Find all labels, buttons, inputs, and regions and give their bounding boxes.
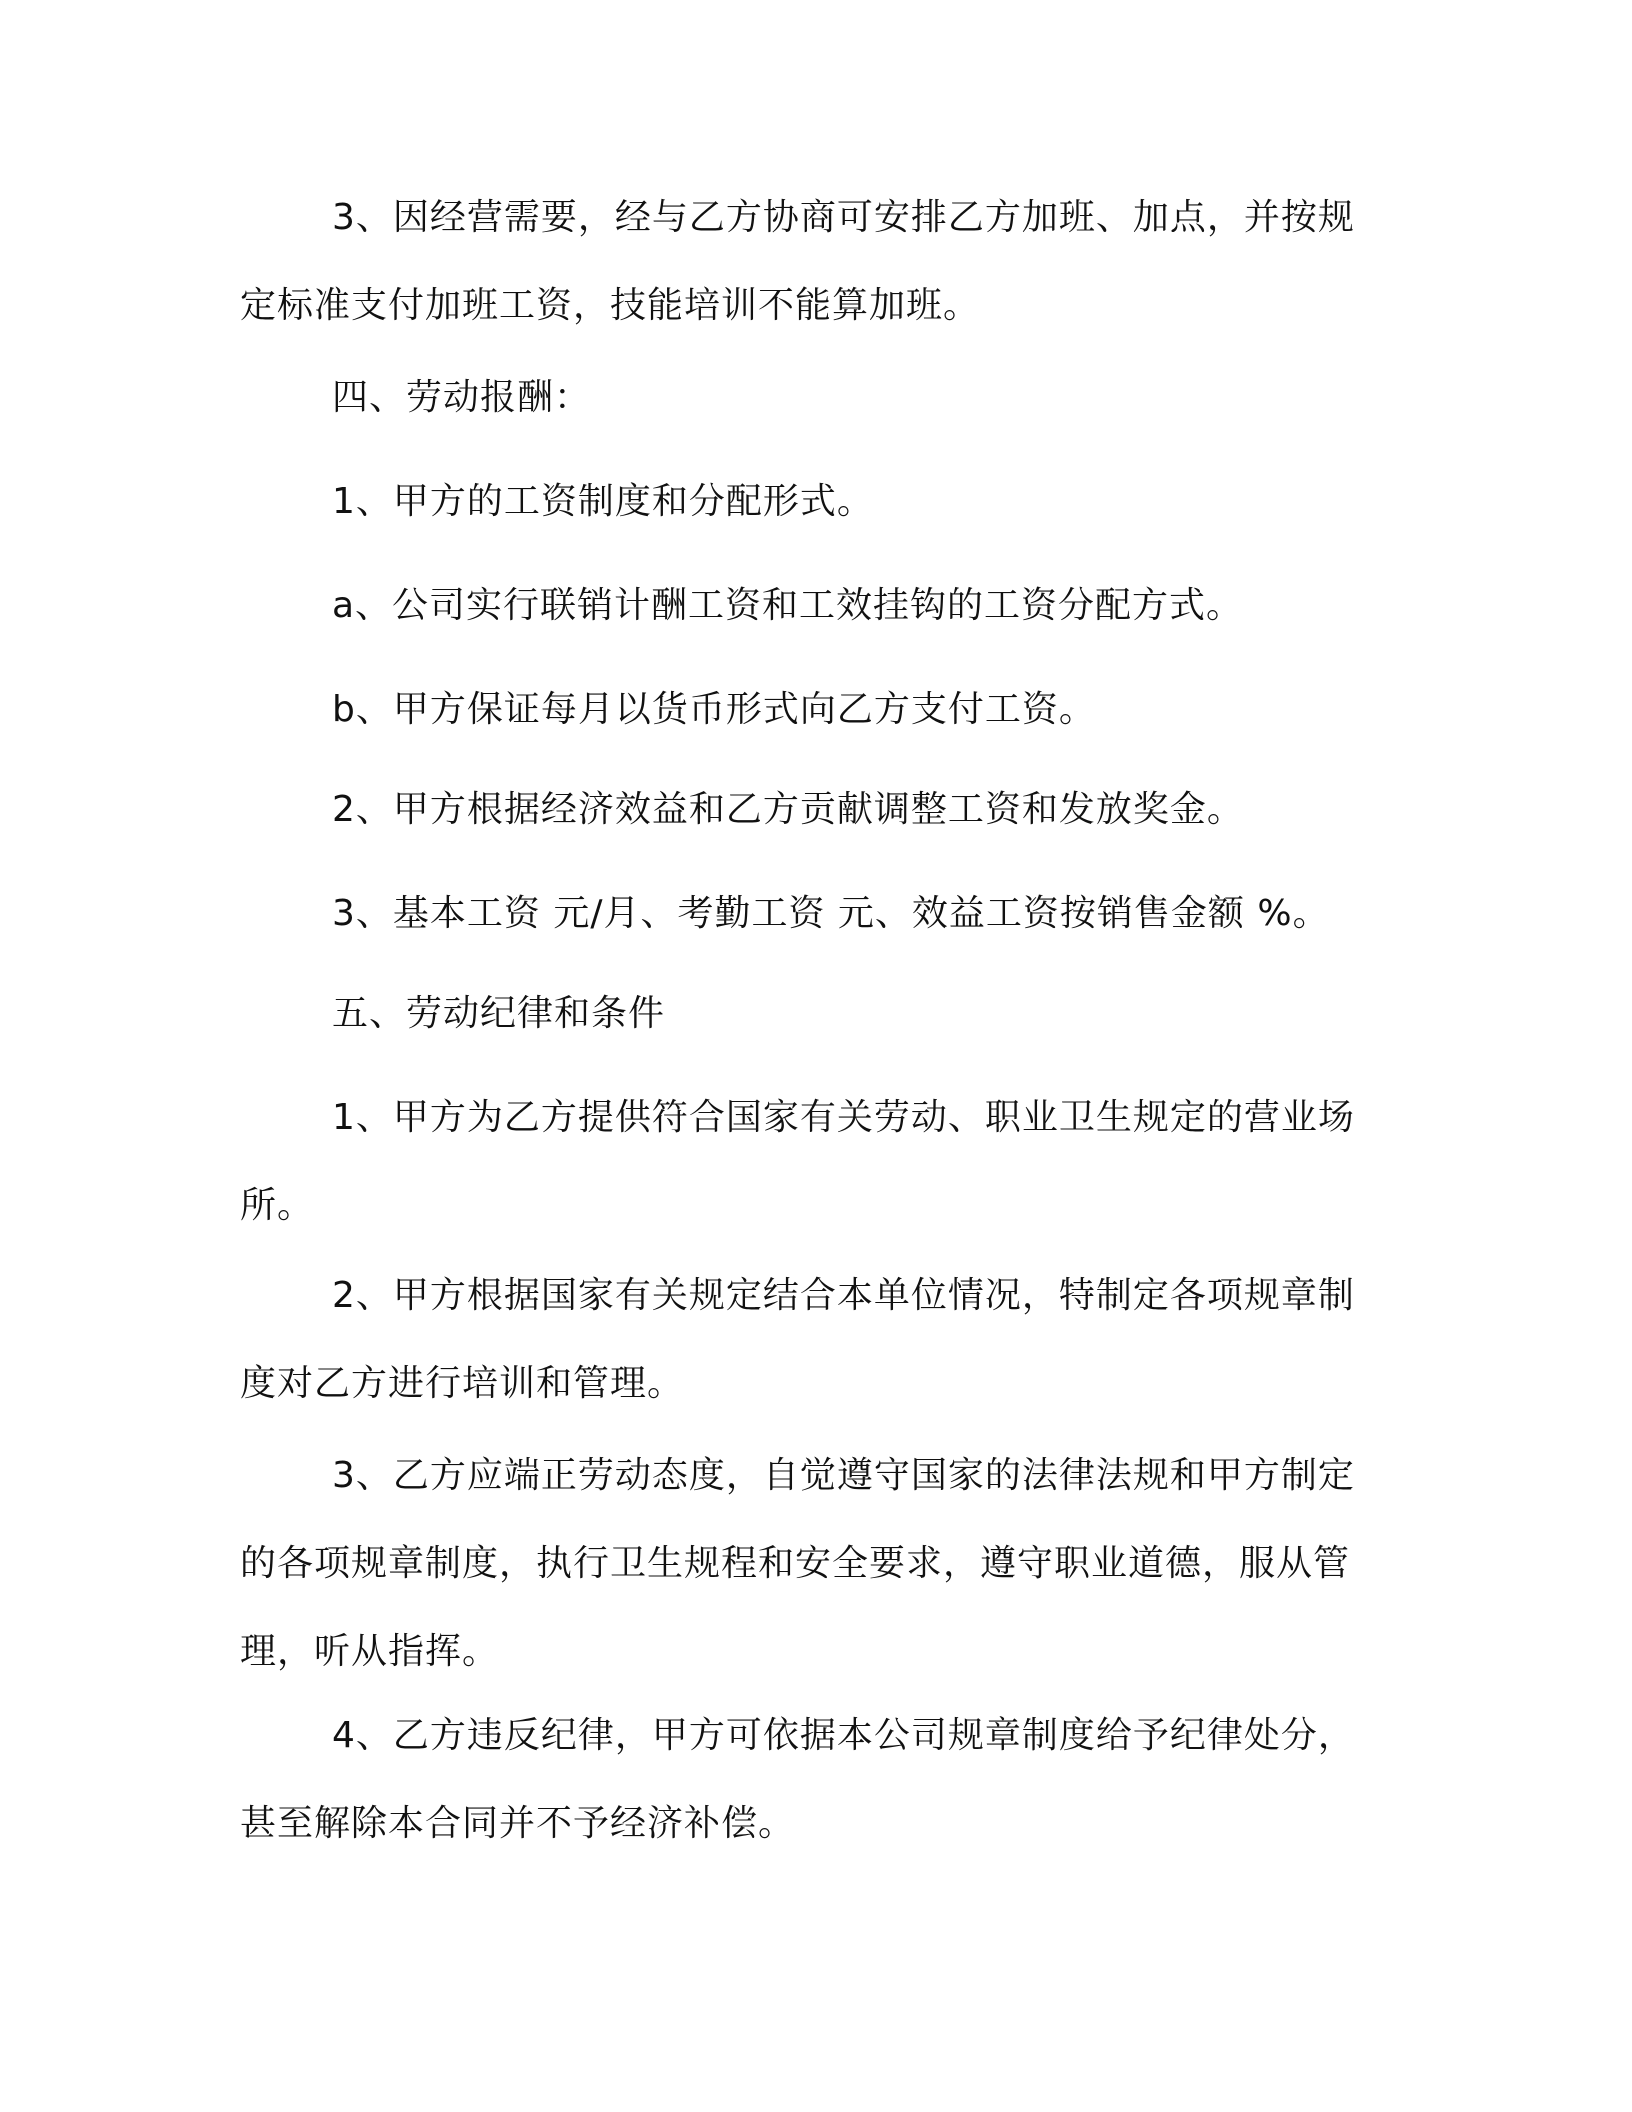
paragraph-workplace: 1、甲方为乙方提供符合国家有关劳动、职业卫生规定的营业场所。: [240, 1097, 1355, 1226]
paragraph-monthly-payment: b、甲方保证每月以货币形式向乙方支付工资。: [332, 689, 1096, 730]
paragraph-violation: 4、乙方违反纪律，甲方可依据本公司规章制度给予纪律处分，甚至解除本合同并不予经济补偿。: [240, 1715, 1355, 1844]
paragraph-wage-system: 1、甲方的工资制度和分配形式。: [332, 481, 874, 522]
section-heading-remuneration: 四、劳动报酬：: [332, 377, 592, 418]
paragraph-wage-method: a、公司实行联销计酬工资和工效挂钩的工资分配方式。: [332, 585, 1244, 626]
section-heading-discipline: 五、劳动纪律和条件: [332, 993, 666, 1034]
paragraph-wage-adjustment: 2、甲方根据经济效益和乙方贡献调整工资和发放奖金。: [332, 789, 1244, 830]
paragraph-conduct: 3、乙方应端正劳动态度，自觉遵守国家的法律法规和甲方制定的各项规章制度，执行卫生规程和安全要求，遵守职业道德，服从管理，听从指挥。: [240, 1455, 1355, 1672]
paragraph-basic-wage: 3、基本工资 元/月、考勤工资 元、效益工资按销售金额 %。: [332, 893, 1330, 934]
paragraph-regulations: 2、甲方根据国家有关规定结合本单位情况，特制定各项规章制度对乙方进行培训和管理。: [240, 1275, 1355, 1404]
paragraph-overtime: 3、因经营需要，经与乙方协商可安排乙方加班、加点，并按规定标准支付加班工资，技能培训不能算加班。: [240, 197, 1355, 326]
